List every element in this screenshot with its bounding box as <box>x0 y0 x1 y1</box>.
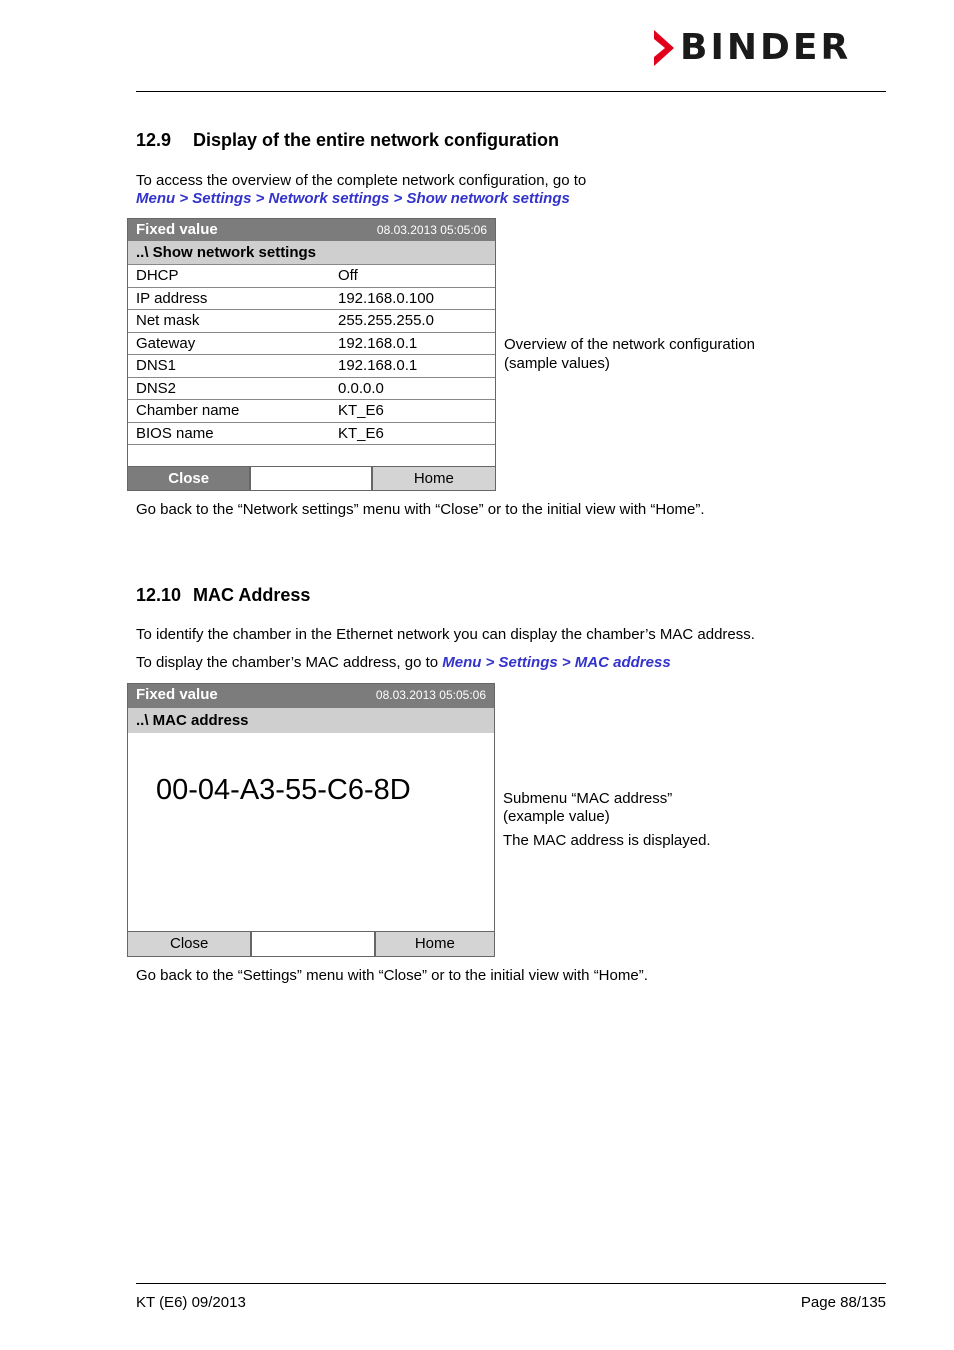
screen-title: Fixed value <box>136 686 218 703</box>
screen-titlebar <box>128 684 494 708</box>
setting-value: KT_E6 <box>338 424 384 442</box>
setting-label: Chamber name <box>136 402 240 419</box>
setting-value: KT_E6 <box>338 402 384 419</box>
section-number: 12.9 <box>136 130 172 150</box>
screen-title: Fixed value <box>136 221 218 238</box>
footer-page-number: Page 88/135 <box>800 1294 886 1311</box>
caption-line-1: Overview of the network configuration <box>504 336 755 353</box>
setting-label: IP address <box>136 289 208 307</box>
network-settings-screen <box>127 218 496 491</box>
caption-line-2: (example value) <box>503 808 610 825</box>
section-heading-12-9 <box>136 130 559 151</box>
section-intro: To identify the chamber in the Ethernet network you can display the chamber’s MAC address. <box>136 626 755 643</box>
setting-value: 0.0.0.0 <box>338 379 384 397</box>
caption-line-1: Submenu “MAC address” <box>503 790 673 807</box>
setting-label: Net mask <box>136 312 200 329</box>
home-button[interactable]: Home <box>372 466 496 491</box>
section-title: MAC Address <box>193 585 311 605</box>
back-instruction: Go back to the “Settings” menu with “Close” or to the initial view with “Home”. <box>136 967 648 984</box>
caption-line-3: The MAC address is displayed. <box>503 832 711 849</box>
screen-breadcrumb: ..\ MAC address <box>128 708 494 733</box>
navigation-instruction <box>136 654 671 672</box>
settings-row <box>128 332 495 355</box>
screen-breadcrumb: ..\ Show network settings <box>128 241 495 264</box>
back-instruction: Go back to the “Network settings” menu with “Close” or to the initial view with “Home”. <box>136 501 705 518</box>
section-title: Display of the entire network configuration <box>193 130 560 150</box>
empty-softkey <box>251 931 374 957</box>
empty-softkey <box>250 466 371 491</box>
setting-value: Off <box>338 267 358 284</box>
setting-value: 255.255.255.0 <box>338 312 434 329</box>
setting-value: 192.168.0.1 <box>338 357 418 374</box>
mac-address-value: 00-04-A3-55-C6-8D <box>156 774 411 806</box>
close-button[interactable]: Close <box>127 931 251 957</box>
caption-line-2: (sample values) <box>504 355 610 372</box>
empty-row <box>128 444 495 467</box>
setting-label: DHCP <box>136 267 179 284</box>
settings-row <box>128 377 495 400</box>
binder-logo <box>652 27 852 68</box>
settings-row <box>128 309 495 332</box>
navigation-path: Menu > Settings > Network settings > Show network settings <box>136 190 570 207</box>
settings-row <box>128 399 495 422</box>
screen-button-bar <box>127 466 496 491</box>
header-rule <box>136 91 886 92</box>
mac-address-screen <box>127 683 495 957</box>
section-heading-12-10 <box>136 585 310 606</box>
navigation-path: Menu > Settings > MAC address <box>442 654 671 671</box>
setting-value: 192.168.0.1 <box>338 334 418 352</box>
screen-titlebar <box>128 219 495 241</box>
settings-row <box>128 287 495 310</box>
setting-label: Gateway <box>136 334 196 352</box>
setting-label: DNS1 <box>136 357 177 374</box>
setting-label: DNS2 <box>136 379 177 397</box>
network-settings-list <box>128 264 495 444</box>
setting-label: BIOS name <box>136 424 214 442</box>
binder-logo-mark-icon <box>652 30 676 66</box>
setting-value: 192.168.0.100 <box>338 289 434 307</box>
footer-rule <box>136 1283 886 1284</box>
brand-name: BINDER <box>680 27 852 68</box>
navigation-prefix: To display the chamber’s MAC address, go to <box>136 654 439 671</box>
screen-datetime: 08.03.2013 05:05:06 <box>376 223 487 237</box>
section-intro: To access the overview of the complete network configuration, go to <box>136 172 587 189</box>
settings-row <box>128 264 495 287</box>
screen-datetime: 08.03.2013 05:05:06 <box>375 688 486 702</box>
footer-document-id: KT (E6) 09/2013 <box>136 1294 246 1311</box>
home-button[interactable]: Home <box>375 931 495 957</box>
settings-row <box>128 354 495 377</box>
screen-button-bar <box>127 931 495 957</box>
section-number: 12.10 <box>136 585 182 605</box>
settings-row <box>128 422 495 445</box>
close-button[interactable]: Close <box>127 466 250 491</box>
